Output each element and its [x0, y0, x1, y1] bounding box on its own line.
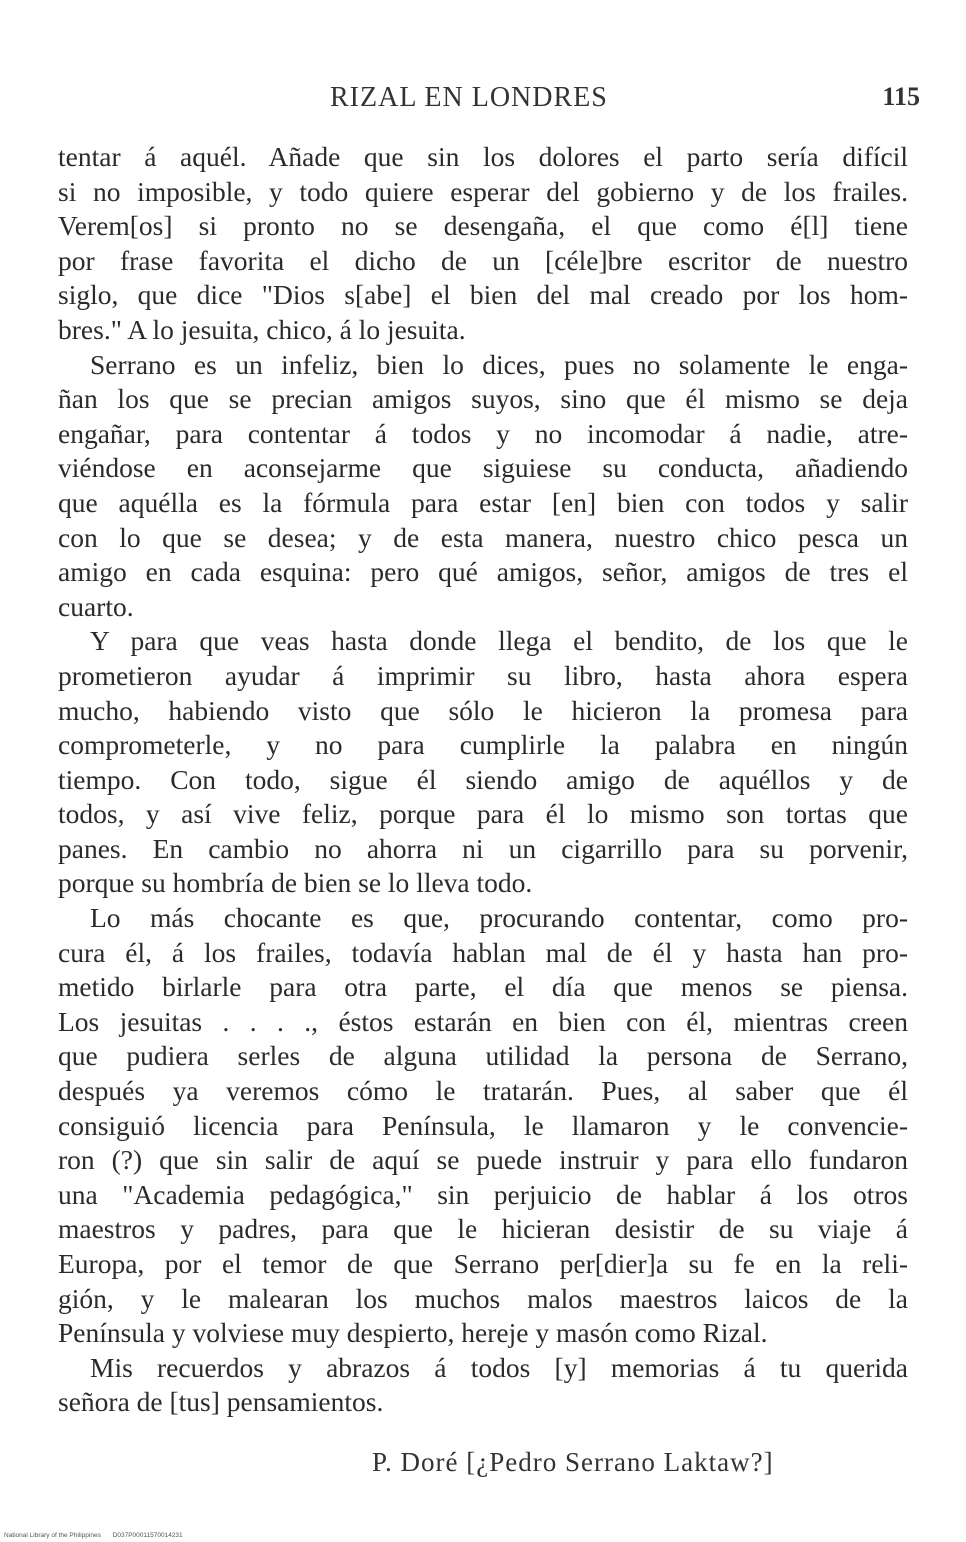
text-line: siglo, que dice "Dios s[abe] el bien del mal creado por los hom- — [58, 279, 908, 311]
text-line: todos, y así vive feliz, porque para él lo mismo son tortas que — [58, 798, 908, 830]
text-line: tiempo. Con todo, sigue él siendo amigo de aquéllos y de — [58, 763, 908, 795]
scan-id: D037P00011570014231 — [112, 1532, 183, 1539]
library-credit: National Library of the Philippines — [4, 1532, 101, 1539]
text-line: Mis recuerdos y abrazos á todos [y] memorias á tu querida — [90, 1351, 908, 1383]
text-line: amigo en cada esquina: pero qué amigos, señor, amigos de tres el — [58, 556, 908, 588]
text-line: Y para que veas hasta donde llega el bendito, de los que le — [90, 625, 908, 657]
text-line: ñan los que se precian amigos suyos, sino que él mismo se deja — [58, 383, 908, 415]
body-text — [58, 140, 908, 1420]
text-line: por frase favorita el dicho de un [céle]bre escritor de nuestro — [58, 244, 908, 276]
page-number: 115 — [882, 82, 920, 111]
text-line: metido birlarle para otra parte, el día que menos se piensa. — [58, 971, 908, 1003]
text-line: panes. En cambio no ahorra ni un cigarrillo para su porvenir, — [58, 832, 908, 864]
text-line: mucho, habiendo visto que sólo le hicieron la promesa para — [58, 694, 908, 726]
text-line: Serrano es un infeliz, bien lo dices, pues no solamente le enga- — [90, 348, 908, 380]
text-line: Península y volviese muy despierto, hereje y masón como Rizal. — [58, 1317, 768, 1349]
scan-footer — [4, 1532, 193, 1539]
text-line: prometieron ayudar á imprimir su libro, hasta ahora espera — [58, 659, 908, 691]
text-line: tentar á aquél. Añade que sin los dolores el parto sería difícil — [58, 141, 908, 172]
text-line: bres." A lo jesuita, chico, á lo jesuita. — [58, 313, 466, 345]
signature: P. Doré [¿Pedro Serrano Laktaw?] — [372, 1447, 774, 1477]
text-line: consiguió licencia para Península, le llamaron y le convencie- — [58, 1109, 908, 1141]
text-line: señora de [tus] pensamientos. — [58, 1386, 384, 1418]
text-line: que pudiera serles de alguna utilidad la persona de Serrano, — [58, 1040, 908, 1072]
text-line: viéndose en aconsejarme que siguiese su conducta, añadiendo — [58, 452, 908, 484]
text-line: después ya veremos cómo le tratarán. Pues, al saber que él — [58, 1075, 908, 1107]
text-line: cuarto. — [58, 590, 134, 622]
text-line: si no imposible, y todo quiere esperar del gobierno y de los frailes. — [58, 175, 908, 207]
text-line: cura él, á los frailes, todavía hablan mal de él y hasta han pro- — [58, 936, 908, 968]
text-line: Lo más chocante es que, procurando contentar, como pro- — [90, 902, 908, 934]
text-line: una "Academia pedagógica," sin perjuicio de hablar á los otros — [58, 1178, 908, 1210]
text-line: comprometerle, y no para cumplirle la palabra en ningún — [58, 729, 908, 761]
running-title: RIZAL EN LONDRES — [330, 82, 608, 113]
text-line: maestros y padres, para que le hicieran desistir de su viaje á — [58, 1213, 908, 1245]
text-line: que aquélla es la fórmula para estar [en] bien con todos y salir — [58, 486, 908, 518]
text-line: porque su hombría de bien se lo lleva todo. — [58, 867, 533, 899]
text-line: gión, y le malearan los muchos malos maestros laicos de la — [58, 1282, 908, 1314]
text-line: engañar, para contentar á todos y no incomodar á nadie, atre- — [58, 417, 908, 449]
text-line: Los jesuitas . . . ., éstos estarán en bien con él, mientras creen — [58, 1005, 908, 1037]
text-line: con lo que se desea; y de esta manera, nuestro chico pesca un — [58, 521, 908, 553]
page-header — [0, 82, 966, 122]
text-line: Europa, por el temor de que Serrano per[dier]a su fe en la reli- — [58, 1248, 908, 1279]
text-line: Verem[os] si pronto no se desengaña, el que como é[l] tiene — [58, 210, 908, 242]
text-line: ron (?) que sin salir de aquí se puede instruir y para ello fundaron — [58, 1144, 908, 1176]
